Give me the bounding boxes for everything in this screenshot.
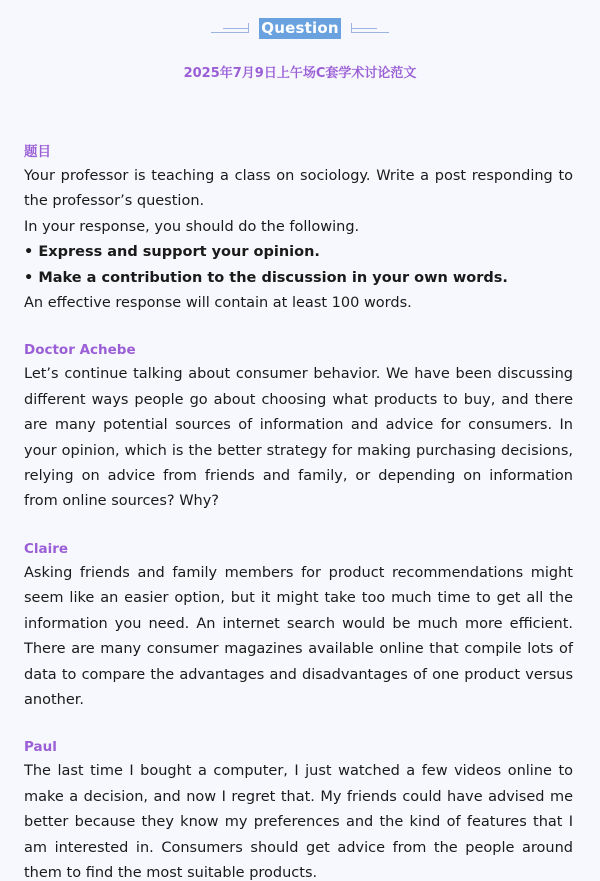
section-label-claire: Claire (24, 540, 69, 557)
section-label-prompt: 题目 (24, 144, 51, 160)
student-paul-section (24, 735, 573, 881)
professor-post: Let’s continue talking about consumer behavior. We have been discussing different ways people go about choosing what products to buy, and there are many potential sources of information and advice for consumers. In your opinion, which is the better strategy for making purchasing decisions, relying on advice from friends and family, or depending on information from online sources? Why? (24, 366, 573, 510)
prompt-bullet: • Express and support your opinion. (24, 244, 320, 261)
left-line-ornament-icon (211, 19, 255, 37)
question-header (0, 16, 600, 40)
page-subtitle: 2025年7月9日上午场C套学术讨论范文 (183, 66, 417, 81)
student-claire-section (24, 537, 573, 713)
prompt-bullet: • Make a contribution to the discussion in your own words. (24, 269, 508, 286)
question-badge: Question (261, 18, 339, 37)
prompt-section (24, 140, 573, 316)
paul-post: The last time I bought a computer, I just watched a few videos online to make a decision, and now I regret that. My friends could have advised me better because they know my preferences and the kind of features that I am interested in. Consumers should get advice from the people around them to find the most suitable products. (24, 763, 573, 881)
prompt-line: An effective response will contain at least 100 words. (24, 295, 412, 312)
claire-post: Asking friends and family members for product recommendations might seem like an easier option, but it might take too much time to get all the information you need. An internet search would be much more efficient. There are many consumer magazines available online that compile lots of data to compare the advantages and disadvantages of one product versus another. (24, 564, 573, 708)
discussion-content (24, 140, 573, 881)
prompt-line: Your professor is teaching a class on sociology. Write a post responding to the professor’s question. (24, 168, 573, 210)
prompt-line: In your response, you should do the following. (24, 218, 360, 235)
professor-section (24, 338, 573, 514)
right-line-ornament-icon (345, 19, 389, 37)
section-label-paul: Paul (24, 739, 57, 756)
section-label-professor: Doctor Achebe (24, 342, 136, 359)
